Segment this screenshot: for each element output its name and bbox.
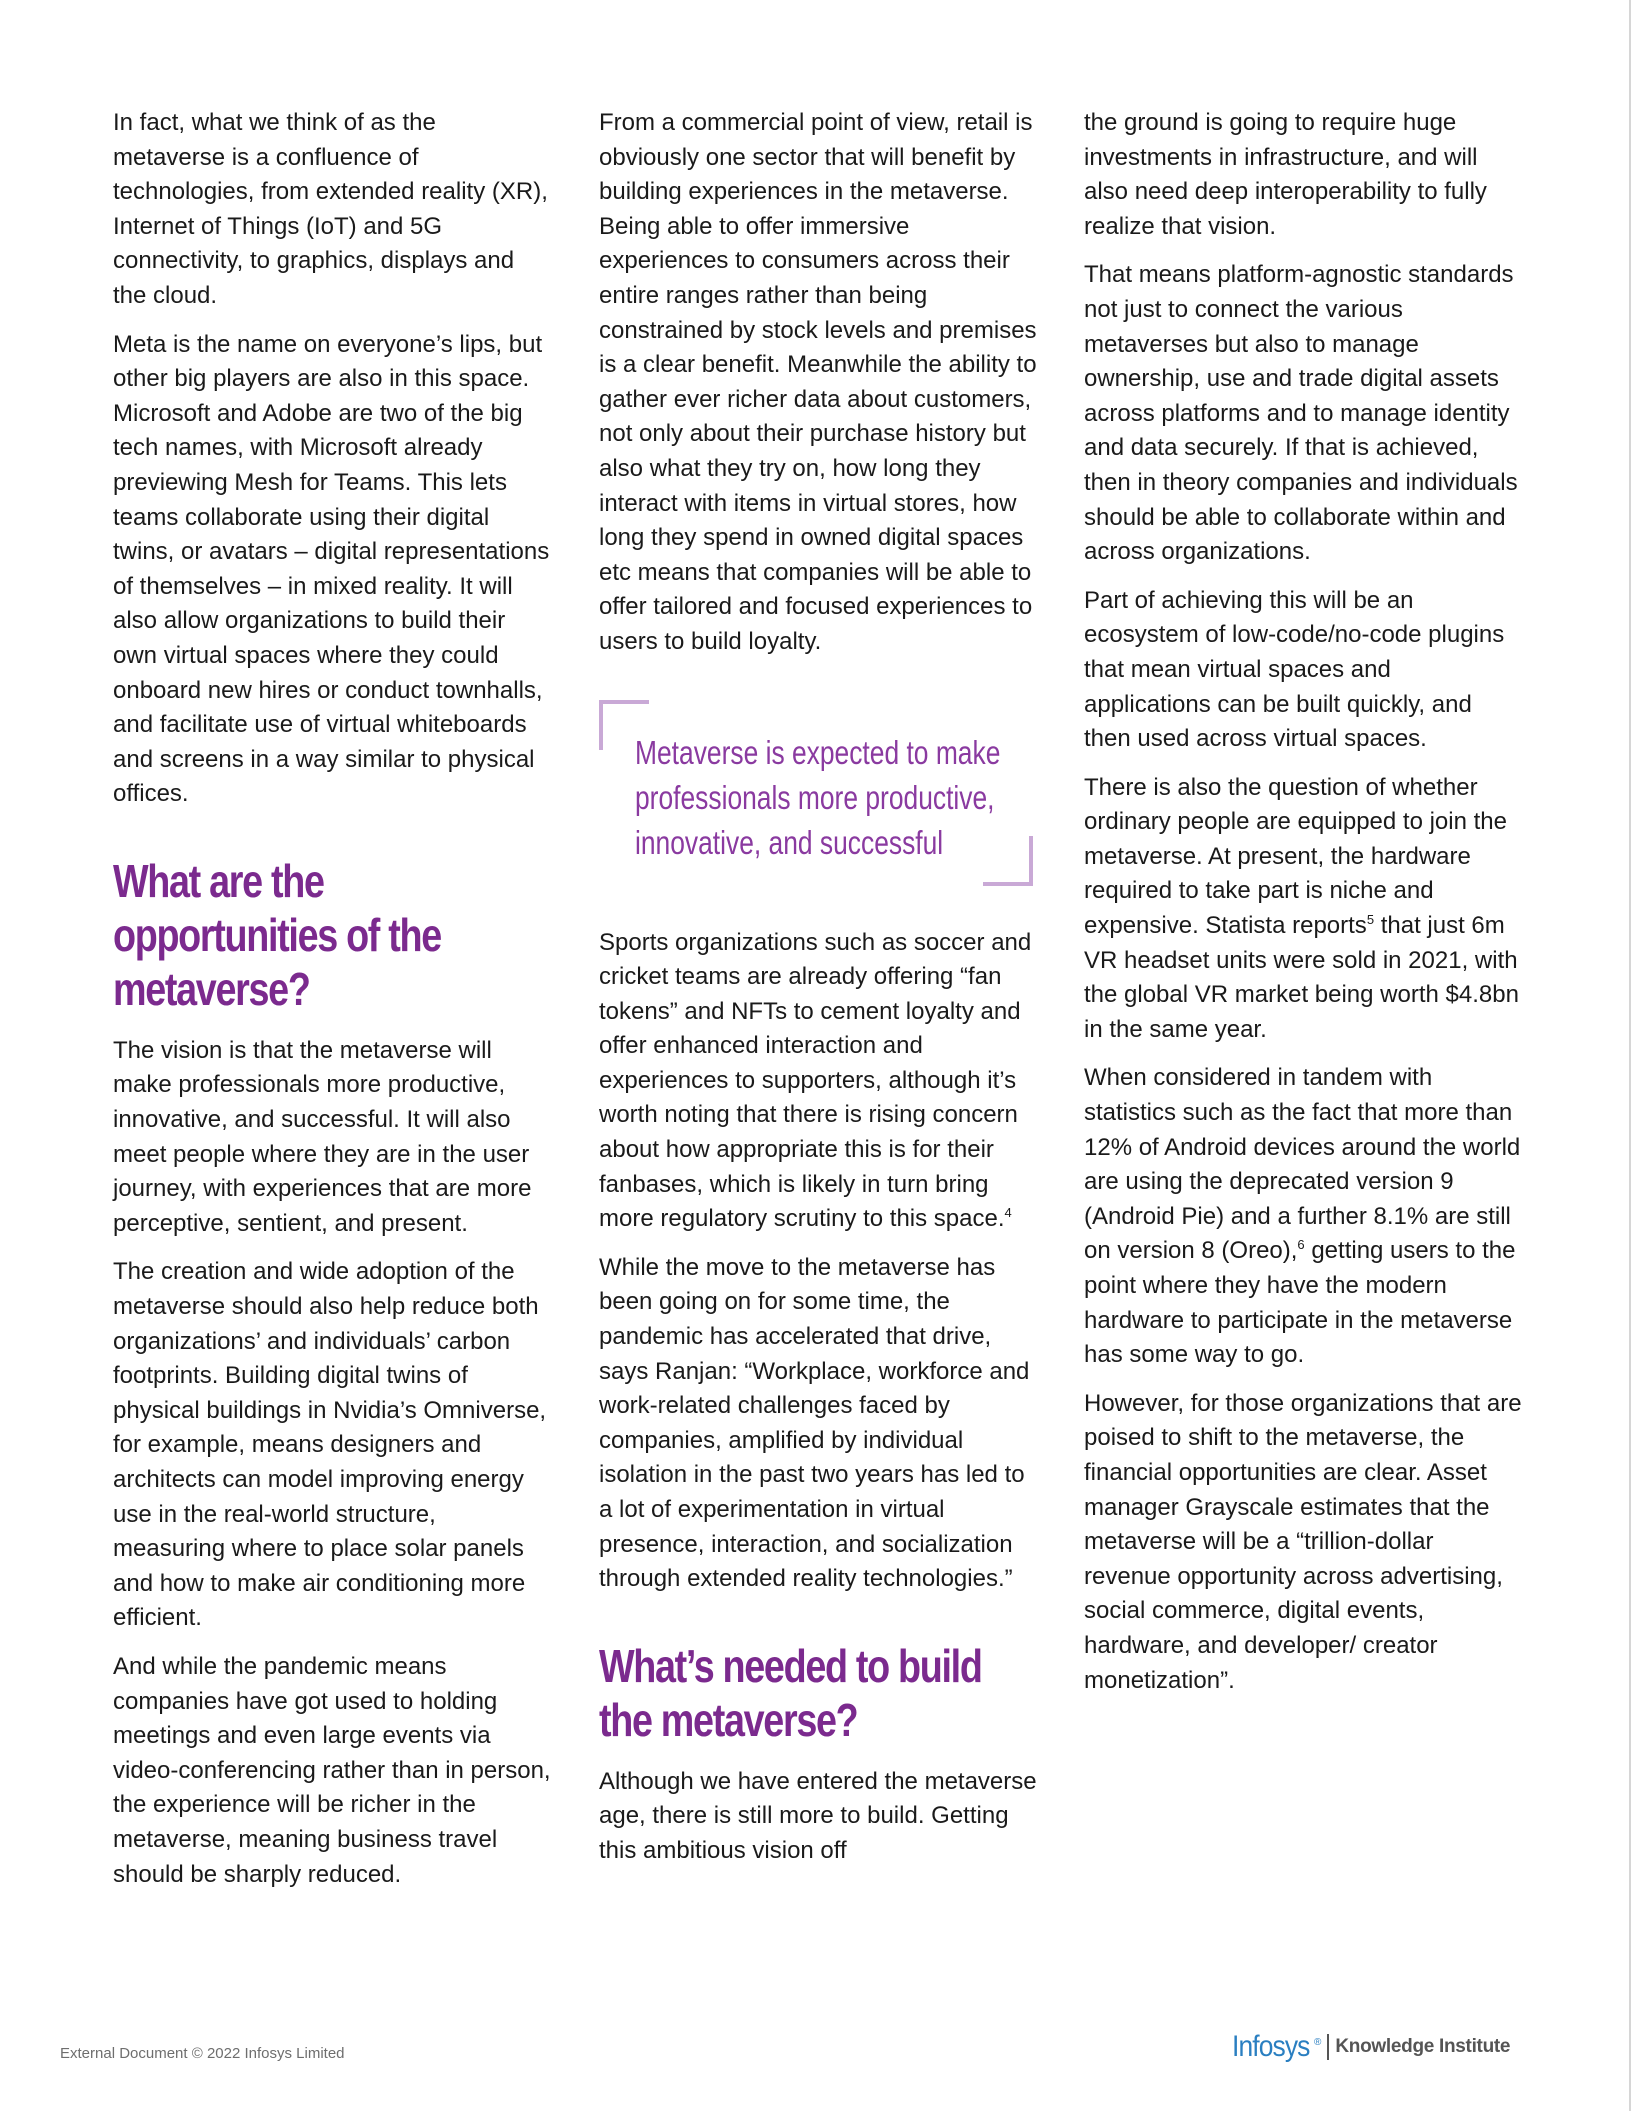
column-2 bbox=[599, 106, 1039, 1883]
infosys-logo bbox=[1232, 2030, 1510, 2064]
paragraph: However, for those organizations that are poised to shift to the metaverse, the financial opportunities are clear. Asset manager Grayscale estimates that the metaverse will be a “trillion-dollar revenue opportunity across advertising, social commerce, digital events, hardware, and developer/ creator monetization”. bbox=[1084, 1389, 1522, 1694]
paragraph-text: There is also the question of whether ordinary people are equipped to join the metaverse. At present, the hardware required to take part is niche and expensive. Statista reports bbox=[1084, 773, 1507, 940]
pull-quote-text: Metaverse is expected to make professionals more productive, innovative, and successful bbox=[635, 733, 1001, 861]
paragraph: From a commercial point of view, retail is obviously one sector that will benefit by building experiences in the metaverse. Being able to offer immersive experiences to consumers across their entire ranges rather than being constrained by stock levels and premises is a clear benefit. Meanwhile the ability to gather ever richer data about customers, not only about their purchase history but also what they try on, how long they interact with items in virtual stores, how long they spend in owned digital spaces etc means that companies will be able to offer tailored and focused experiences to users to build loyalty. bbox=[599, 109, 1037, 655]
logo-registered-mark: ® bbox=[1314, 2036, 1322, 2048]
paragraph: That means platform-agnostic standards not just to connect the various metaverses but also to manage ownership, use and trade digital assets across platforms and to manage identity and data securely. If that is achieved, then in theory companies and individuals should be able to collaborate within and across organizations. bbox=[1084, 261, 1518, 566]
paragraph-text: getting users to the point where they have the modern hardware to participate in the metaverse has some way to go. bbox=[1084, 1237, 1516, 1369]
paragraph: Part of achieving this will be an ecosystem of low-code/no-code plugins that mean virtual spaces and applications can be built quickly, and then used across virtual spaces. bbox=[1084, 586, 1505, 753]
logo-divider bbox=[1327, 2034, 1329, 2060]
paragraph: the ground is going to require huge investments in infrastructure, and will also need deep interoperability to fully realize that vision. bbox=[1084, 109, 1487, 240]
logo-wordmark: Infosys bbox=[1232, 2030, 1310, 2063]
column-3 bbox=[1084, 106, 1524, 1712]
paragraph: Meta is the name on everyone’s lips, but other big players are also in this space. Microsoft and Adobe are two of the big tech names, with Microsoft already previewing Mesh for Teams. This lets teams collaborate using their digital twins, or avatars – digital representations of themselves – in mixed reality. It will also allow organizations to build their own virtual spaces where they could onboard new hires or conduct townhalls, and facilitate use of virtual whiteboards and screens in a way similar to physical offices. bbox=[113, 330, 550, 808]
paragraph: While the move to the metaverse has been going on for some time, the pandemic has accelerated that drive, says Ranjan: “Workplace, workforce and work-related challenges faced by companies, amplified by individual isolation in the past two years has led to a lot of experimentation in virtual presence, interaction, and socialization through extended reality technologies.” bbox=[599, 1253, 1030, 1593]
section-heading-needs: What’s needed to build the metaverse? bbox=[599, 1639, 982, 1746]
paragraph-text: Sports organizations such as soccer and cricket teams are already offering “fan tokens” and NFTs to cement loyalty and offer enhanced interaction and experiences to supporters, although it’s worth noting that there is rising concern about how appropriate this is for their fanbases, which is likely in turn bring more regulatory scrutiny to this space. bbox=[599, 928, 1032, 1233]
paragraph-text: that just 6m VR headset units were sold in 2021, with the global VR market being worth $4.8bn in the same year. bbox=[1084, 912, 1519, 1043]
paragraph: In fact, what we think of as the metaverse is a confluence of technologies, from extended reality (XR), Internet of Things (IoT) and 5G connectivity, to graphics, displays and the cloud. bbox=[113, 109, 548, 309]
pull-quote bbox=[599, 700, 1039, 886]
paragraph: Although we have entered the metaverse age, there is still more to build. Getting this ambitious vision off bbox=[599, 1767, 1037, 1864]
paragraph bbox=[1084, 1061, 1524, 1372]
paragraph: The vision is that the metaverse will make professionals more productive, innovative, and successful. It will also meet people where they are in the user journey, with experiences that are more perceptive, sentient, and present. bbox=[113, 1036, 532, 1237]
footnote-ref[interactable]: 6 bbox=[1297, 1237, 1305, 1253]
paragraph-text: When considered in tandem with statistics such as the fact that more than 12% of Android devices around the world are using the deprecated version 9 (Android Pie) and a further 8.1% are still on version 8 (Oreo), bbox=[1084, 1064, 1521, 1265]
footnote-ref[interactable]: 4 bbox=[1004, 1205, 1012, 1221]
logo-subtitle: Knowledge Institute bbox=[1335, 2036, 1511, 2057]
section-heading-opportunities: What are the opportunities of the metaverse? bbox=[113, 854, 441, 1015]
paragraph bbox=[1084, 771, 1524, 1048]
paragraph: The creation and wide adoption of the metaverse should also help reduce both organizations’ and individuals’ carbon footprints. Building digital twins of physical buildings in Nvidia’s Omniverse, for example, means designers and architects can model improving energy use in the real-world structure, measuring where to place solar panels and how to make air conditioning more efficient. bbox=[113, 1258, 547, 1632]
quote-bracket-bottom-right bbox=[983, 836, 1033, 886]
footer-copyright: External Document © 2022 Infosys Limited bbox=[60, 2045, 345, 2062]
paragraph: And while the pandemic means companies have got used to holding meetings and even large events via video-conferencing rather than in person, the experience will be richer in the metaverse, meaning business travel should be sharply reduced. bbox=[113, 1652, 551, 1888]
paragraph bbox=[599, 926, 1039, 1237]
column-1 bbox=[113, 106, 553, 1906]
footnote-ref[interactable]: 5 bbox=[1366, 912, 1375, 928]
